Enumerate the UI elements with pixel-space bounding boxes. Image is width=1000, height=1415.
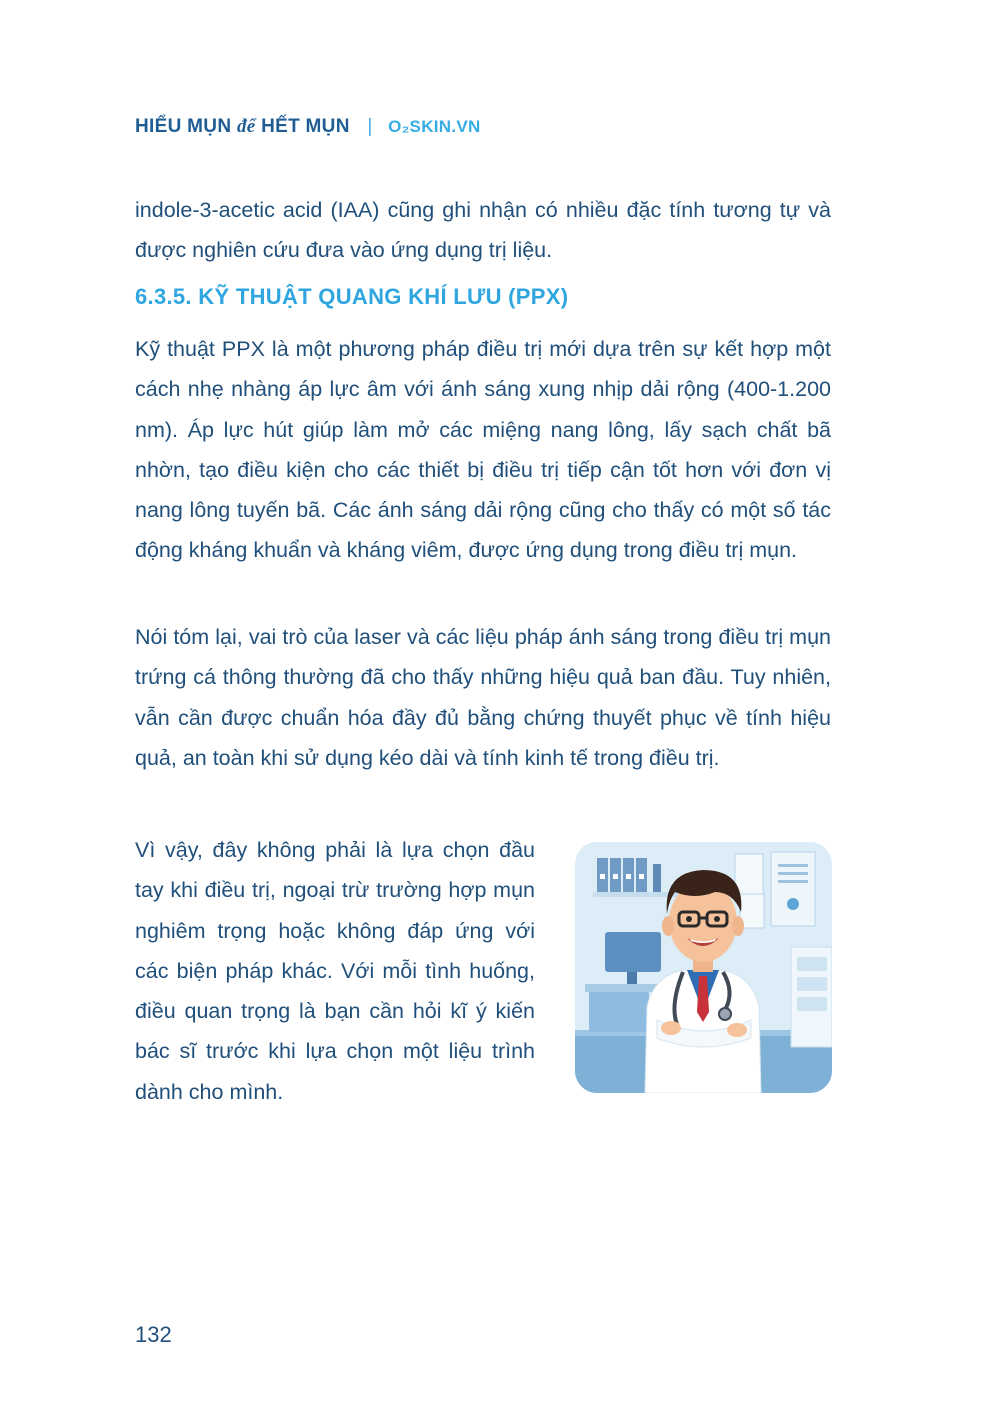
book-title-part1: HIỂU MỤN [135,116,232,137]
intro-paragraph: indole-3-acetic acid (IAA) cũng ghi nhận có nhiều đặc tính tương tự và được nghiên cứu đưa vào ứng dụng trị liệu. [135,198,831,263]
section-heading: 6.3.5. KỸ THUẬT QUANG KHÍ LƯU (PPX) [135,284,569,309]
ppx-paragraph: Kỹ thuật PPX là một phương pháp điều trị mới dựa trên sự kết hợp một cách nhẹ nhàng áp lực âm với ánh sáng xung nhịp dải rộng (400-1.200 nm). Áp lực hút giúp làm mở các miệng nang lông, lấy sạch chất bã nhờn, tạo điều kiện cho các thiết bị điều trị tiếp cận tốt hơn với đơn vị nang lông tuyến bã. Các ánh sáng dải rộng cũng cho thấy có một số tác động kháng khuẩn và kháng viêm, được ứng dụng trong điều trị mụn. [135,337,831,563]
summary-paragraph: Nói tóm lại, vai trò của laser và các liệu pháp ánh sáng trong điều trị mụn trứng cá thông thường đã cho thấy những hiệu quả ban đầu. Tuy nhiên, vẫn cần được chuẩn hóa đầy đủ bằng chứng thuyết phục về tính hiệu quả, an toàn khi sử dụng kéo dài và tính kinh tế trong điều trị. [135,625,831,770]
site-name: O₂SKIN.VN [388,117,481,136]
doctor-icon [575,842,832,1093]
book-title-part2: để [236,116,256,137]
running-header [135,116,481,138]
header-separator: | [367,116,373,137]
advice-paragraph: Vì vậy, đây không phải là lựa chọn đầu tay khi điều trị, ngoại trừ trường hợp mụn nghiêm trọng hoặc không đáp ứng với các biện pháp khác. Với mỗi tình huống, điều quan trọng là bạn cần hỏi kĩ ý kiến bác sĩ trước khi lựa chọn một liệu trình dành cho mình. [135,838,535,1104]
doctor-illustration [575,842,832,1093]
page-number: 132 [135,1322,172,1347]
book-title-part3: HẾT MỤN [261,116,350,137]
